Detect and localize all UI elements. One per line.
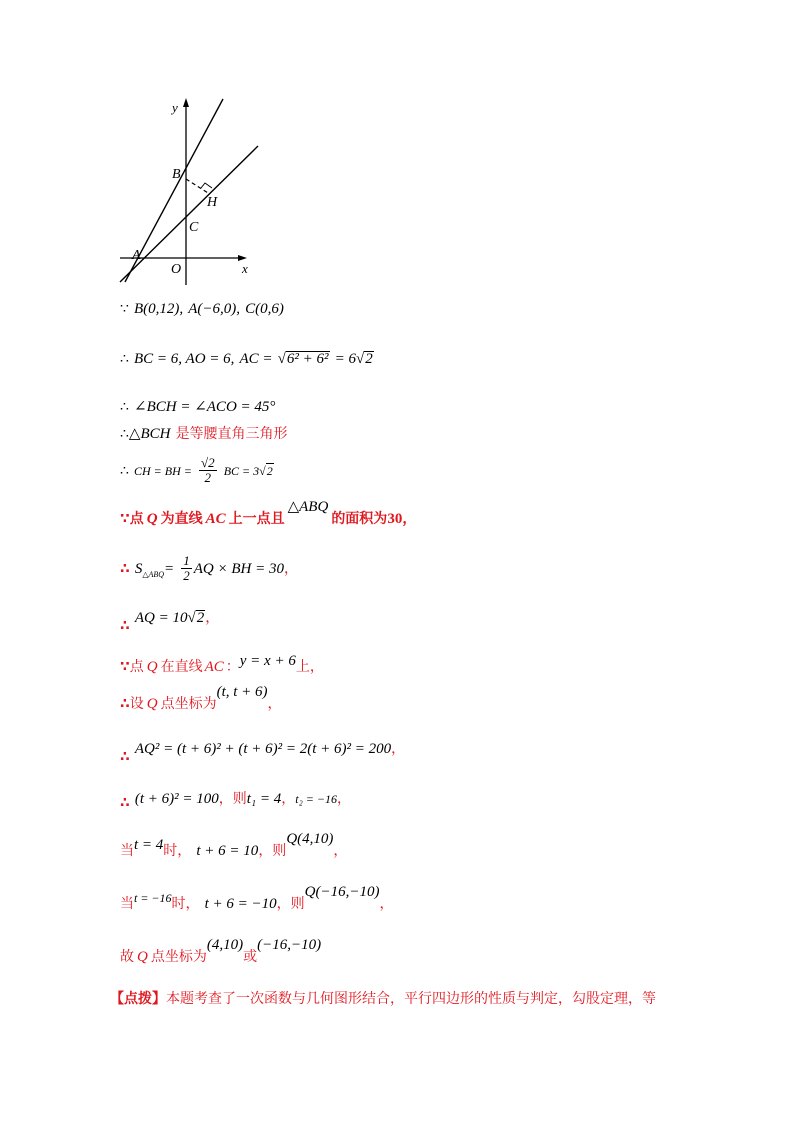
statement-text: 是等腰直角三角形 [175,426,288,442]
therefore-symbol: ∴ [120,749,130,765]
text: 时， [171,896,200,912]
separator: , [230,351,235,367]
equation: t + 6 = −10 [204,896,277,912]
label-x: x [242,261,248,276]
segment-bh [186,179,208,193]
solution-line-7 [120,554,298,583]
var-q: Q [146,511,158,527]
line-ac-ref: AC [205,511,226,527]
fraction [181,554,192,583]
tip-text: 本题考查了一次函数与几何图形结合，平行四边形的性质与判定，勾股定理，等 [166,991,656,1007]
text: 点坐标为 [160,696,217,712]
text: 时， [163,843,192,859]
text: 的面积为 [331,511,388,527]
solution-line-16 [110,988,656,1008]
text: 在直线 [160,659,203,675]
sqrt-symbol: √ [187,610,196,626]
solution-line-15 [120,937,322,966]
equation: AQ × BH = 30 [193,561,284,577]
equals: = [164,561,175,577]
text: ， [284,561,298,577]
text: 点 [129,659,144,675]
text: ， [281,791,296,807]
text: 当 [120,843,134,859]
solution-line-11 [120,738,406,765]
condition: t = −16 [134,891,172,905]
point-b: B(0,12) [134,301,180,317]
solution-line-9 [120,653,324,676]
therefore-symbol: ∴ [120,696,130,712]
equation: t + 6 = 10 [196,843,259,859]
because-symbol: ∵ [120,659,130,675]
text: 点 [129,511,144,527]
equation: y = x + 6 [239,653,296,669]
equation: BC = 6, AO = 6 [134,351,231,367]
separator: , [236,301,241,317]
right-angle-mark [201,183,212,188]
because-symbol: ∵ [120,511,130,527]
coordinate: (t, t + 6) [216,684,268,700]
therefore-symbol: ∴ [120,795,130,811]
therefore-symbol: ∴ [120,561,130,577]
equation: = 6 [334,351,356,367]
text: 点坐标为 [150,949,207,965]
var-q: Q [137,949,148,965]
text: 上， [295,659,324,675]
result: Q(−16,−10) [304,884,380,900]
numerator: 1 [183,553,190,568]
coordinate-figure [110,95,280,285]
separator: , [179,301,184,317]
text: ， [391,741,406,757]
sqrt-symbol: √ [355,351,365,367]
radicand: 2 [196,610,205,626]
therefore-symbol: ∴ [120,463,129,479]
condition: t = 4 [134,837,164,853]
radicand: 6² + 6² [286,351,329,367]
var-q: Q [146,696,158,712]
text: ， [205,610,220,626]
text: 设 [129,696,144,712]
because-symbol: ∵ [120,301,129,317]
text: 为直线 [160,511,203,527]
label-h: H [207,195,218,210]
text: ， [267,696,282,712]
area-symbol [135,561,164,577]
triangle-bch: △BCH [128,426,171,442]
text: ， [336,791,351,807]
area-value: 30 [387,511,403,527]
solution-line-4 [120,423,288,443]
text: ， [379,896,394,912]
point-a: A(−6,0) [188,301,237,317]
equation: BC = 3 [223,464,260,478]
solution-line-14 [120,884,394,913]
fraction [199,456,217,485]
therefore-symbol: ∴ [120,426,129,442]
solution-line-2 [120,348,374,368]
equation: ∠BCH = ∠ACO = 45° [134,399,276,415]
denominator: 2 [204,470,212,485]
result: Q(4,10) [286,831,334,847]
text: ， [402,511,417,527]
solution-line-5 [120,456,274,485]
equation: AQ² = (t + 6)² + (t + 6)² = 2(t + 6)² = 200 [134,741,392,757]
text: ： [225,659,240,675]
tip-tag: 【点拨】 [110,991,166,1007]
equation: t₂ = −16 [295,792,337,806]
s-var: S [134,561,143,577]
equation: CH = BH = [134,464,192,478]
y-axis-arrow [183,98,189,107]
therefore-symbol: ∴ [120,351,129,367]
triangle-abq: △ABQ [287,499,329,515]
radicand: 2 [365,351,373,367]
point-c: C(0,6) [245,301,284,317]
label-b: B [172,167,181,182]
equation: (t + 6)² = 100 [134,791,219,807]
solution-line-3 [120,396,275,416]
result-2: (−16,−10) [257,937,322,953]
radicand: 2 [266,464,273,478]
text: 故 [120,949,134,965]
line-ac-ref: AC [204,659,224,675]
therefore-symbol: ∴ [120,399,129,415]
text: ，则 [258,843,287,859]
equation: AQ = 10 [134,610,188,626]
result-1: (4,10) [206,937,244,953]
equation: AC = [239,351,273,367]
var-q: Q [146,659,158,675]
therefore-symbol: ∴ [120,618,130,634]
label-c: C [189,220,199,235]
label-y: y [172,100,178,115]
solution-line-10 [120,684,282,713]
label-a: A [132,248,141,263]
solution-line-13 [120,831,348,860]
solution-line-8 [120,607,220,634]
subscript: △ABQ [142,570,165,579]
sqrt-symbol: √ [259,464,266,478]
sqrt-symbol: √ [277,351,286,367]
line-ac [120,146,258,282]
text: ，则 [276,896,305,912]
solution-line-6 [120,499,417,528]
text: 上一点且 [228,511,285,527]
text: ， [333,843,348,859]
equation: t₁ = 4 [246,791,282,807]
solution-line-12 [120,788,351,811]
numerator: √2 [200,455,215,470]
solution-line-1 [120,298,284,318]
text: 当 [120,896,134,912]
text: 或 [243,949,258,965]
label-o: O [171,262,182,277]
text: ，则 [218,791,247,807]
denominator: 2 [183,568,190,583]
